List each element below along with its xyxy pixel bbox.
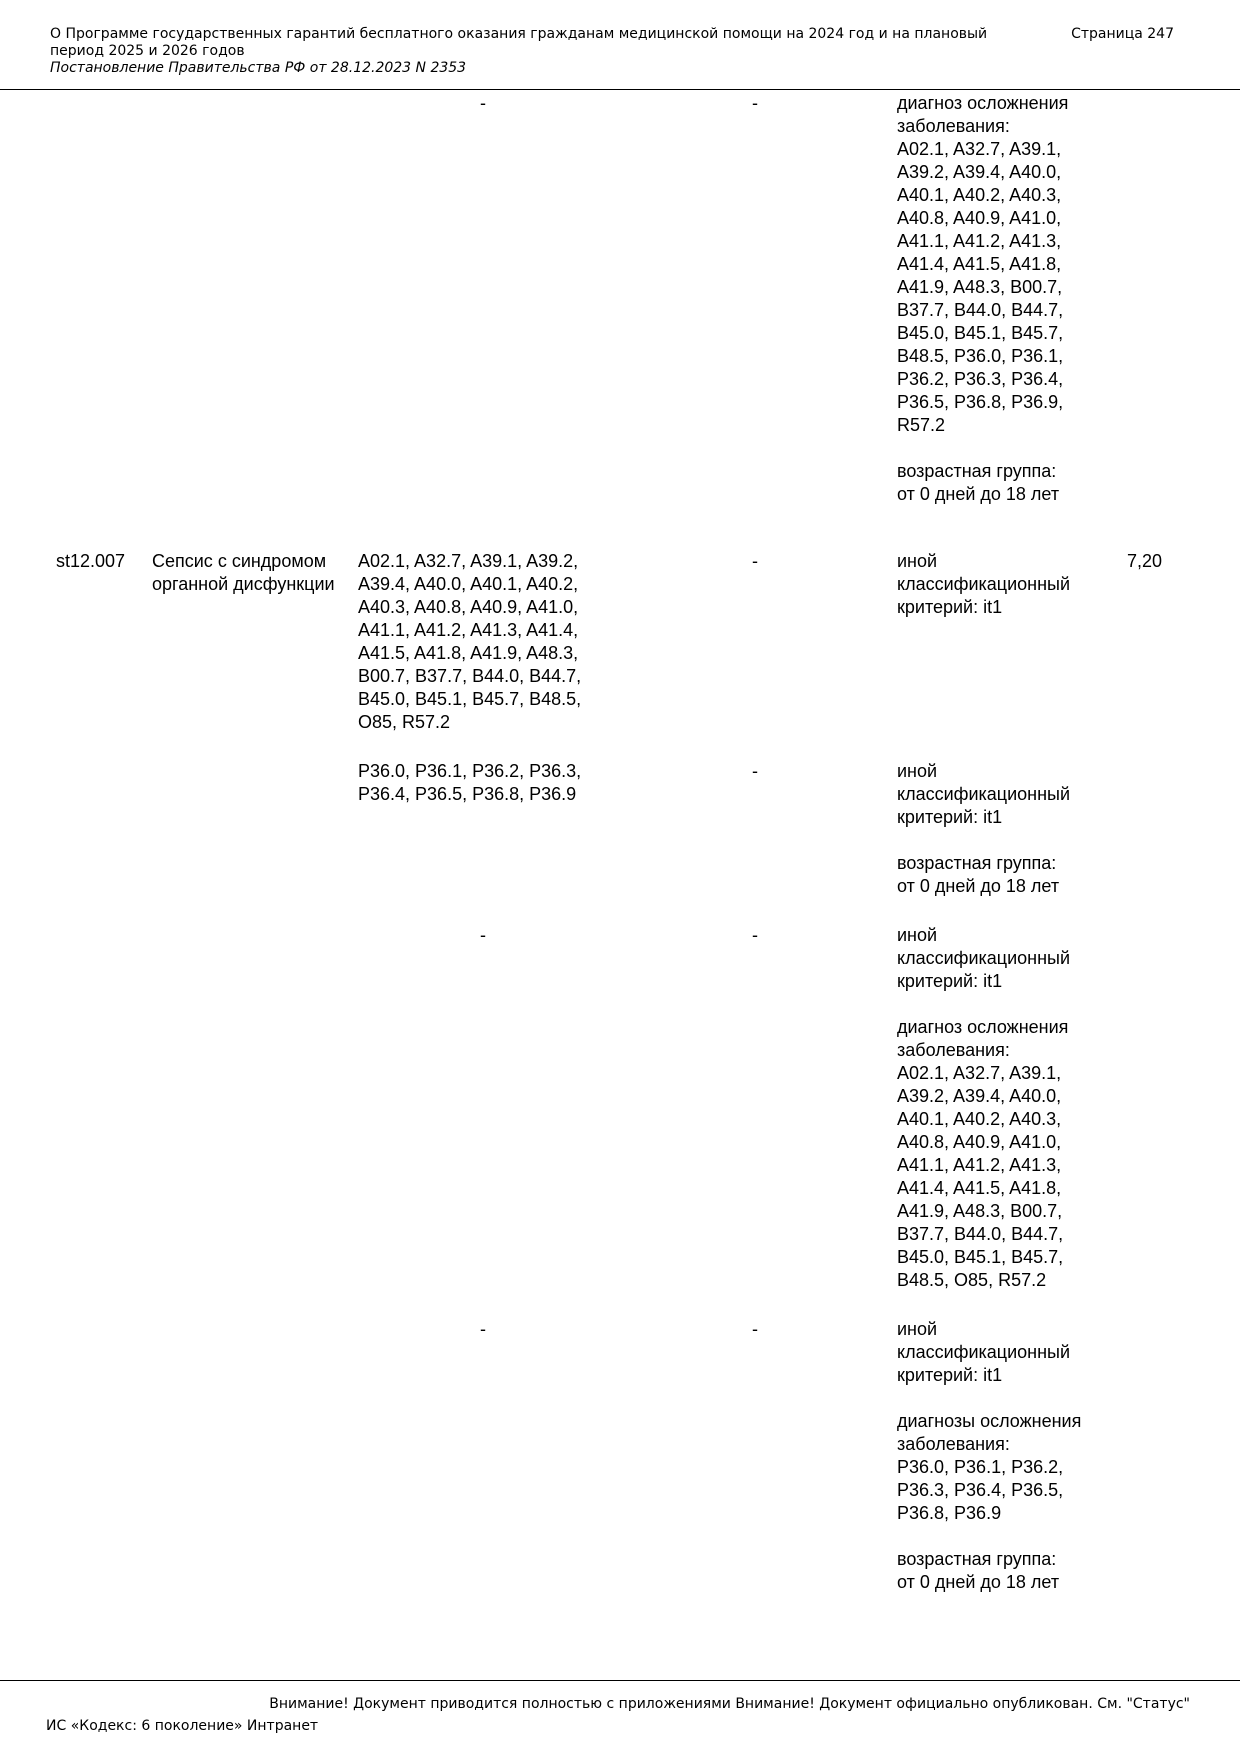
criteria-cell: иной классификационный критерий: it1 xyxy=(897,551,1071,617)
icd-codes-cell: - xyxy=(480,1319,486,1339)
service-codes-cell: - xyxy=(752,551,758,571)
service-codes-cell: - xyxy=(752,761,758,781)
criteria-cell: иной классификационный критерий: it1 диагноз осложнения заболевания: A02.1, A32.7, A39.1, A39.2, A39.4, A40.0, A40.1, A40.2, A40.3, A40.8, A40.9, A41.0, A41.1, A41.2, A41.3, A41.4, A41.5, A41.8, A41.9, A48.3, B00.7, B37.7, B44.0, B44.7, B45.0, B45.1, B45.7, B48.5, O85, R57.2 xyxy=(897,925,1071,1290)
coefficient-cell: 7,20 xyxy=(1127,551,1163,571)
criteria-cell: иной классификационный критерий: it1 диагнозы осложнения заболевания: P36.0, P36.1, P36.2, P36.3, P36.4, P36.5, P36.8, P36.9 возрастная группа: от 0 дней до 18 лет xyxy=(897,1319,1082,1592)
footer-system-name: ИС «Кодекс: 6 поколение» Интранет xyxy=(46,1718,319,1734)
ksg-code-cell: st12.007 xyxy=(56,551,126,571)
service-codes-cell: - xyxy=(752,1319,758,1339)
document-title: О Программе государственных гарантий бесплатного оказания гражданам медицинской помощи на 2024 год и на плановый период 2025 и 2026 годов xyxy=(50,26,988,59)
icd-codes-cell: - xyxy=(480,925,486,945)
icd-codes-cell: P36.0, P36.1, P36.2, P36.3, P36.4, P36.5, P36.8, P36.9 xyxy=(358,761,582,804)
document-subtitle: Постановление Правительства РФ от 28.12.2023 N 2353 xyxy=(50,60,467,76)
footer-divider xyxy=(0,1680,1240,1681)
header-divider xyxy=(0,89,1240,90)
icd-codes-cell: - xyxy=(480,93,486,113)
service-codes-cell: - xyxy=(752,925,758,945)
criteria-cell: диагноз осложнения заболевания: A02.1, A32.7, A39.1, A39.2, A39.4, A40.0, A40.1, A40.2, A40.3, A40.8, A40.9, A41.0, A41.1, A41.2, A41.3, A41.4, A41.5, A41.8, A41.9, A48.3, B00.7, B37.7, B44.0, B44.7, B45.0, B45.1, B45.7, B48.5, P36.0, P36.1, P36.2, P36.3, P36.4, P36.5, P36.8, P36.9, R57.2 возрастная группа: от 0 дней до 18 лет xyxy=(897,93,1069,504)
icd-codes-cell: A02.1, A32.7, A39.1, A39.2, A39.4, A40.0, A40.1, A40.2, A40.3, A40.8, A40.9, A41.0, A41.1, A41.2, A41.3, A41.4, A41.5, A41.8, A41.9, A48.3, B00.7, B37.7, B44.0, B44.7, B45.0, B45.1, B45.7, B48.5, O85, R57.2 xyxy=(358,551,582,732)
service-codes-cell: - xyxy=(752,93,758,113)
footer-note: Внимание! Документ приводится полностью с приложениями Внимание! Документ официально опубликован. См. "Статус" xyxy=(269,1696,1190,1712)
ksg-name-cell: Сепсис с синдромом органной дисфункции xyxy=(152,551,335,594)
criteria-cell: иной классификационный критерий: it1 возрастная группа: от 0 дней до 18 лет xyxy=(897,761,1071,896)
page-number: Страница 247 xyxy=(1071,26,1174,42)
